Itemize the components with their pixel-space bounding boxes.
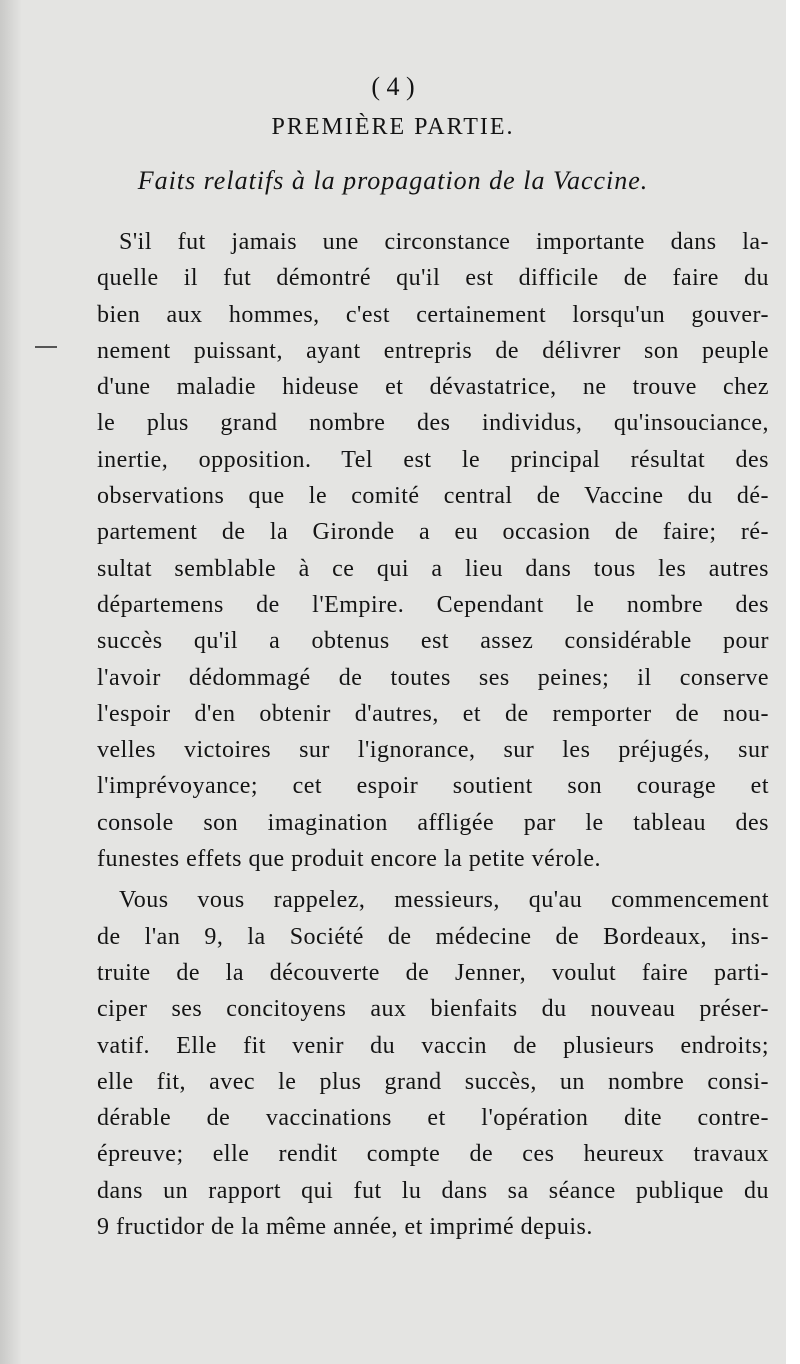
text-line: d'une maladie hideuse et dévastatrice, ne trouve chez: [97, 374, 769, 401]
text-line: départemens de l'Empire. Cependant le nombre des: [97, 591, 769, 618]
text-line: S'il fut jamais une circonstance importante dans la-: [119, 229, 769, 255]
text-line: Vous vous rappelez, messieurs, qu'au commencement: [119, 887, 769, 914]
text-line: observations que le comité central de Vaccine du dé-: [97, 483, 769, 510]
text-line: l'espoir d'en obtenir d'autres, et de remporter de nou-: [97, 700, 769, 727]
body-text: [97, 224, 769, 1245]
margin-mark: [35, 346, 57, 348]
paragraph-2: [97, 882, 769, 1245]
section-title: Faits relatifs à la propagation de la Vaccine.: [137, 166, 649, 195]
text-line: l'imprévoyance; cet espoir soutient son courage et: [97, 773, 769, 800]
text-line: l'avoir dédommagé de toutes ses peines; il conserve: [97, 664, 769, 691]
part-title: PREMIÈRE PARTIE.: [271, 114, 515, 140]
page-gutter-shadow: [0, 0, 22, 1364]
page-number: ( 4 ): [371, 72, 415, 101]
text-line: partement de la Gironde a eu occasion de faire; ré-: [97, 519, 769, 546]
text-line: dérable de vaccinations et l'opération dite contre-: [97, 1105, 769, 1132]
text-line: funestes effets que produit encore la petite vérole.: [97, 846, 602, 873]
text-line: quelle il fut démontré qu'il est difficile de faire du: [97, 265, 769, 292]
text-line: truite de la découverte de Jenner, voulut faire parti-: [97, 959, 769, 986]
ink-bleed-through: [180, 0, 740, 80]
text-line: inertie, opposition. Tel est le principal résultat des: [97, 446, 769, 473]
text-line: de l'an 9, la Société de médecine de Bordeaux, ins-: [97, 923, 769, 950]
text-line: sultat semblable à ce qui a lieu dans tous les autres: [97, 555, 769, 582]
text-line: succès qu'il a obtenus est assez considérable pour: [97, 628, 769, 655]
text-line: vatif. Elle fit venir du vaccin de plusieurs endroits;: [97, 1032, 769, 1059]
text-line: le plus grand nombre des individus, qu'insouciance,: [97, 410, 769, 437]
text-line: velles victoires sur l'ignorance, sur les préjugés, sur: [97, 737, 769, 764]
text-line: nement puissant, ayant entrepris de délivrer son peuple: [97, 337, 769, 364]
text-line: épreuve; elle rendit compte de ces heureux travaux: [97, 1141, 769, 1168]
text-line: 9 fructidor de la même année, et imprimé depuis.: [97, 1214, 593, 1241]
paragraph-1: [97, 224, 769, 877]
text-line: bien aux hommes, c'est certainement lorsqu'un gouver-: [97, 301, 769, 328]
text-line: console son imagination affligée par le tableau des: [97, 809, 769, 836]
text-line: elle fit, avec le plus grand succès, un nombre consi-: [97, 1068, 769, 1095]
text-line: dans un rapport qui fut lu dans sa séance publique du: [97, 1177, 769, 1204]
text-line: ciper ses concitoyens aux bienfaits du nouveau préser-: [97, 996, 769, 1023]
